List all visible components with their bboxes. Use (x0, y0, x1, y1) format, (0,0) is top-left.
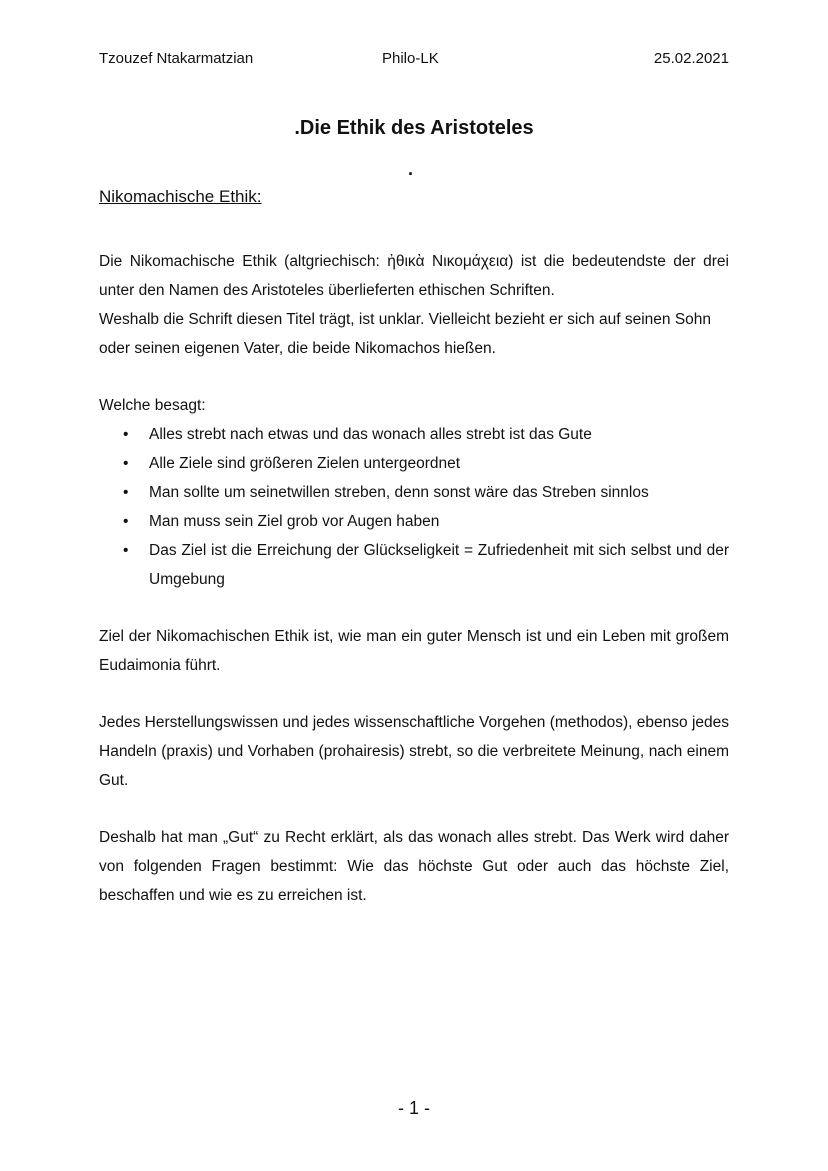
section-heading: Nikomachische Ethik: (99, 187, 262, 206)
header-course: Philo-LK (382, 50, 439, 67)
list-item (99, 449, 729, 478)
header-date: 25.02.2021 (653, 50, 729, 67)
list-item-text: Man sollte um seinetwillen streben, denn sonst wäre das Streben sinnlos (149, 484, 649, 501)
header-author: Tzouzef Ntakarmatzian (99, 50, 254, 67)
list-item (99, 420, 729, 449)
list-item (99, 507, 729, 536)
bullet-icon: • (123, 484, 129, 501)
paragraph-intro-2: Weshalb die Schrift diesen Titel trägt, ist unklar. Vielleicht bezieht er sich auf seinen Sohn oder seinen eigenen Vater, die beide Nikomachos hießen. (99, 311, 712, 357)
paragraph-welche: Welche besagt: (99, 397, 206, 414)
page-header (99, 50, 729, 70)
bullet-icon: • (123, 455, 129, 472)
paragraph-deshalb: Deshalb hat man „Gut“ zu Recht erklärt, als das wonach alles strebt. Das Werk wird daher von folgenden Fragen bestimmt: Wie das höchste Gut oder auch das höchste Ziel, beschaffen und wie es zu erreichen ist. (99, 829, 729, 904)
paragraph-jedes: Jedes Herstellungswissen und jedes wissenschaftliche Vorgehen (methodos), ebenso jedes Handeln (praxis) und Vorhaben (prohairesis) strebt, so die verbreitete Meinung, nach einem Gut. (99, 714, 729, 789)
paragraph-intro-1: Die Nikomachische Ethik (altgriechisch: ἠθικὰ Νικομάχεια) ist die bedeutendste der drei unter den Namen des Aristoteles überlieferten ethischen Schriften. (99, 253, 729, 299)
list-item (99, 478, 729, 507)
list-item-text: Alles strebt nach etwas und das wonach alles strebt ist das Gute (149, 426, 592, 443)
bullet-icon: • (123, 513, 129, 530)
list-item-text: Alle Ziele sind größeren Zielen untergeordnet (149, 455, 461, 472)
list-item (99, 536, 729, 594)
bullet-icon: • (123, 426, 129, 443)
list-item-text: Man muss sein Ziel grob vor Augen haben (149, 513, 440, 530)
bullet-list (99, 420, 729, 594)
document-title: .Die Ethik des Aristoteles (294, 117, 534, 139)
title-dot: . (408, 159, 414, 179)
paragraph-ziel: Ziel der Nikomachischen Ethik ist, wie man ein guter Mensch ist und ein Leben mit großem Eudaimonia führt. (99, 628, 729, 674)
page-number: - 1 - (397, 1098, 430, 1118)
list-item-text: Das Ziel ist die Erreichung der Glückseligkeit = Zufriedenheit mit sich selbst und der Umgebung (149, 542, 729, 588)
bullet-icon: • (123, 542, 129, 559)
